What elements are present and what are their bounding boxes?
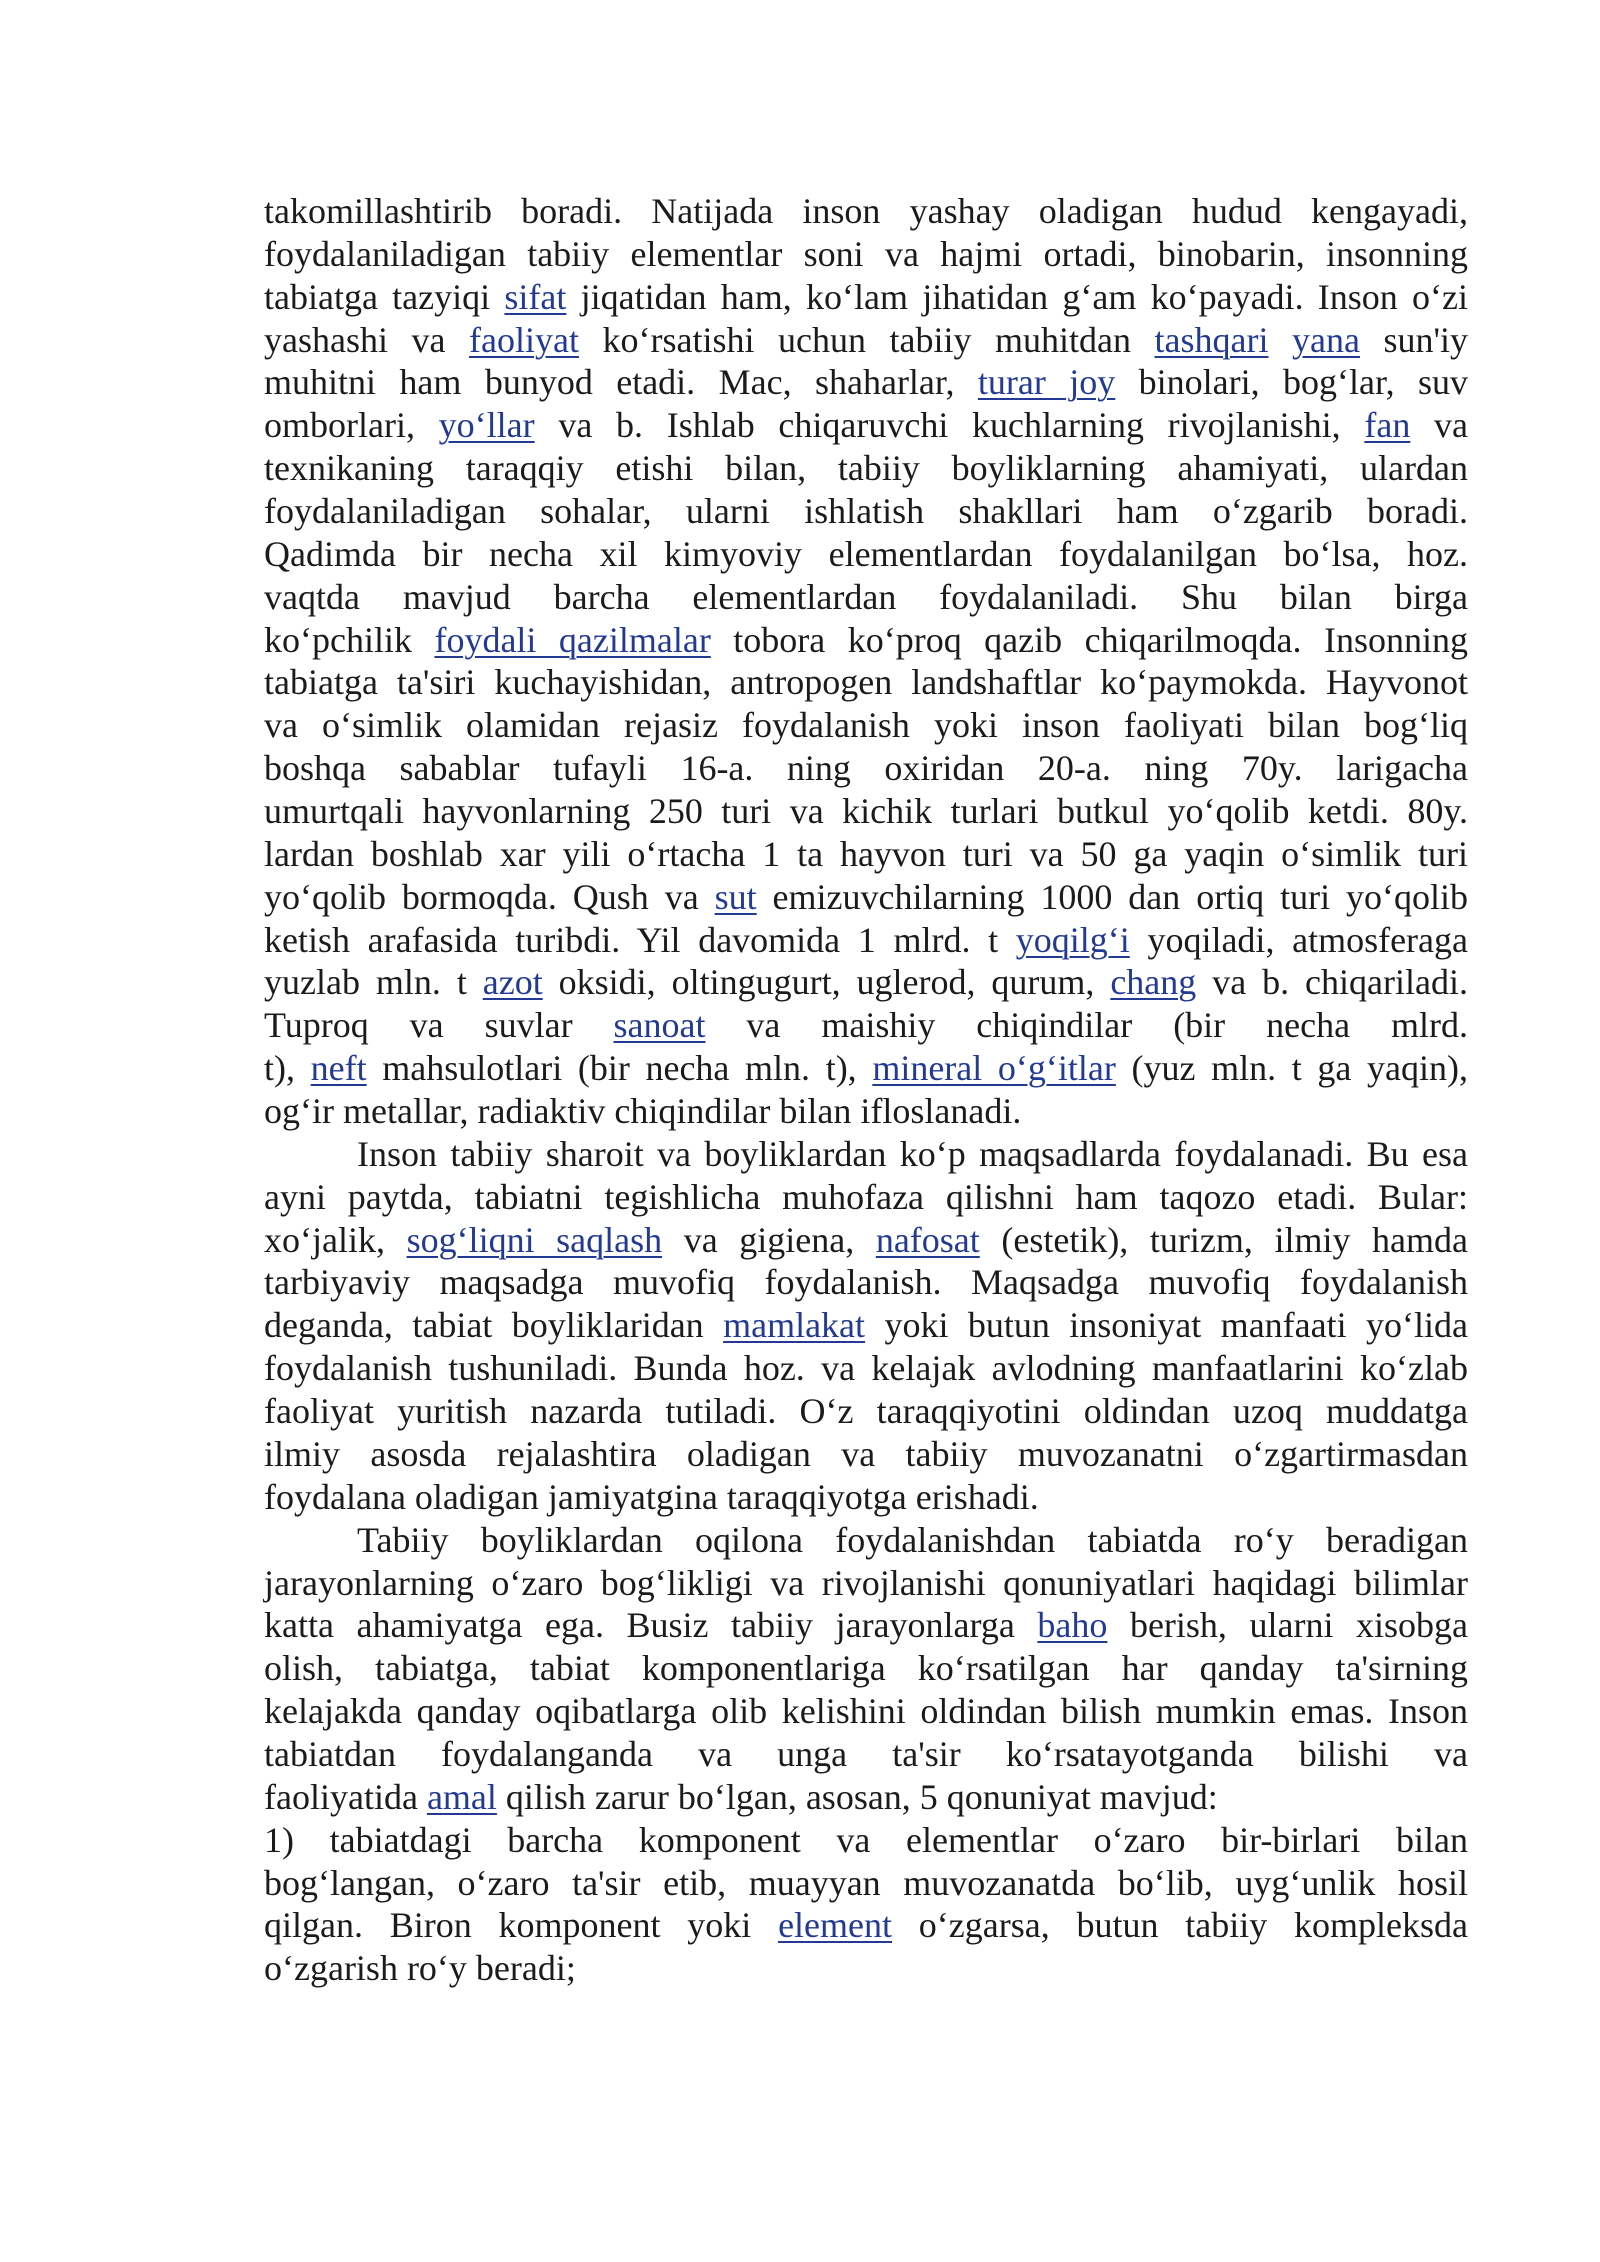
- text-run: umurtqali hayvonlarning 250 turi va kichik turlari butkul yo‘qolib ketdi. 80y.: [264, 791, 1468, 832]
- text-line: [264, 533, 1468, 576]
- text-line: [264, 576, 1468, 619]
- text-run: xo‘jalik,: [264, 1219, 407, 1260]
- text-line: [264, 704, 1468, 747]
- text-line: [264, 1133, 1468, 1176]
- text-run: bog‘langan, o‘zaro ta'sir etib, muayyan muvozanatda bo‘lib, uyg‘unlik hosil: [264, 1862, 1468, 1903]
- text-line: [264, 1004, 1468, 1047]
- text-run: faoliyatida: [264, 1776, 427, 1817]
- text-run: mahsulotlari (bir necha mln. t),: [366, 1048, 873, 1089]
- text-line: [264, 319, 1468, 362]
- text-run: faoliyat yuritish nazarda tutiladi. O‘z taraqqiyotini oldindan uzoq muddatga: [264, 1391, 1468, 1432]
- text-line: [264, 1519, 1468, 1562]
- text-run: yashashi va: [264, 319, 470, 360]
- link-mamlakat[interactable]: mamlakat: [723, 1305, 866, 1346]
- text-line: [264, 1219, 1468, 1262]
- document-body: [264, 190, 1468, 1990]
- text-line: [264, 190, 1468, 233]
- text-run: [1268, 320, 1292, 360]
- link-sifat[interactable]: sifat: [504, 276, 567, 317]
- text-line: [264, 1476, 1468, 1519]
- text-run: (estetik), turizm, ilmiy hamda: [979, 1219, 1468, 1260]
- text-run: foydalaniladigan tabiiy elementlar soni va hajmi ortadi, binobarin, insonning: [264, 233, 1468, 274]
- text-run: tabiatdan foydalanganda va unga ta'sir ko‘rsatayotganda bilishi va: [264, 1733, 1468, 1774]
- paragraph: [264, 1133, 1468, 1519]
- text-line: [264, 1862, 1468, 1905]
- text-run: o‘zgarish ro‘y beradi;: [264, 1948, 576, 1989]
- link-mineral-o-g-itlar[interactable]: mineral o‘g‘itlar: [872, 1048, 1116, 1089]
- text-line: [264, 1433, 1468, 1476]
- text-run: Qadimda bir necha xil kimyoviy elementlardan foydalanilgan bo‘lsa, hoz.: [264, 533, 1468, 574]
- text-run: t),: [264, 1048, 311, 1089]
- text-run: vaqtda mavjud barcha elementlardan foydalaniladi. Shu bilan birga: [264, 576, 1468, 617]
- text-line: [264, 919, 1468, 962]
- text-run: takomillashtirib boradi. Natijada inson yashay oladigan hudud kengayadi,: [264, 191, 1468, 231]
- text-line: [264, 276, 1468, 319]
- link-neft[interactable]: neft: [310, 1048, 367, 1089]
- text-line: [264, 404, 1468, 447]
- text-line: [264, 1261, 1468, 1304]
- link-nafosat[interactable]: nafosat: [875, 1219, 980, 1260]
- text-line: [264, 1904, 1468, 1947]
- text-line: [264, 961, 1468, 1004]
- text-run: sun'iy: [1359, 319, 1469, 360]
- text-run: katta ahamiyatga ega. Busiz tabiiy jarayonlarga: [264, 1605, 1038, 1646]
- text-run: o‘zgarsa, butun tabiiy kompleksda: [892, 1905, 1468, 1946]
- paragraph: [264, 1819, 1468, 1990]
- text-run: va o‘simlik olamidan rejasiz foydalanish yoki inson faoliyati bilan bog‘liq: [264, 705, 1468, 746]
- text-line: [264, 833, 1468, 876]
- text-line: [264, 1176, 1468, 1219]
- text-line: [264, 619, 1468, 662]
- link-fan[interactable]: fan: [1364, 405, 1411, 446]
- text-run: oksidi, oltingugurt, uglerod, qurum,: [542, 962, 1111, 1003]
- text-run: olish, tabiatga, tabiat komponentlariga ko‘rsatilgan har qanday ta'sirning: [264, 1648, 1468, 1689]
- link-baho[interactable]: baho: [1037, 1605, 1108, 1646]
- text-run: qilish zarur bo‘lgan, asosan, 5 qonuniyat mavjud:: [496, 1776, 1218, 1817]
- text-run: 1) tabiatdagi barcha komponent va elementlar o‘zaro bir-birlari bilan: [264, 1819, 1468, 1860]
- text-run: va gigiena,: [662, 1219, 876, 1260]
- text-run: Tuproq va suvlar: [264, 1005, 614, 1046]
- link-sog-liqni-saqlash[interactable]: sog‘liqni saqlash: [406, 1219, 663, 1260]
- text-line: [264, 790, 1468, 833]
- text-line: [264, 1819, 1468, 1862]
- text-run: (yuz mln. t ga yaqin),: [1115, 1048, 1468, 1089]
- text-line: [264, 1647, 1468, 1690]
- text-run: og‘ir metallar, radiaktiv chiqindilar bilan ifloslanadi.: [264, 1091, 1022, 1132]
- text-run: jarayonlarning o‘zaro bog‘likligi va rivojlanishi qonuniyatlari haqidagi bilimlar: [264, 1562, 1468, 1603]
- paragraph: [264, 1519, 1468, 1819]
- text-line: [264, 1776, 1468, 1819]
- paragraph: [264, 190, 1468, 1133]
- link-yana[interactable]: yana: [1292, 319, 1360, 360]
- text-run: tabiatga ta'siri kuchayishidan, antropogen landshaftlar ko‘paymokda. Hayvonot: [264, 662, 1468, 703]
- link-foydali-qazilmalar[interactable]: foydali qazilmalar: [434, 619, 711, 660]
- text-run: Inson tabiiy sharoit va boyliklardan ko‘p maqsadlarda foydalanadi. Bu esa: [357, 1133, 1468, 1174]
- text-run: tarbiyaviy maqsadga muvofiq foydalanish. Maqsadga muvofiq foydalanish: [264, 1262, 1468, 1303]
- text-line: [264, 490, 1468, 533]
- text-line: [264, 747, 1468, 790]
- text-line: [264, 1047, 1468, 1090]
- text-run: ilmiy asosda rejalashtira oladigan va tabiiy muvozanatni o‘zgartirmasdan: [264, 1433, 1468, 1474]
- link-amal[interactable]: amal: [426, 1776, 497, 1817]
- link-sut[interactable]: sut: [714, 876, 757, 917]
- text-run: foydalaniladigan sohalar, ularni ishlatish shakllari ham o‘zgarib boradi.: [264, 491, 1468, 532]
- text-run: foydalanish tushuniladi. Bunda hoz. va kelajak avlodning manfaatlarini ko‘zlab: [264, 1348, 1468, 1389]
- text-run: va b. Ishlab chiqaruvchi kuchlarning rivojlanishi,: [534, 405, 1365, 446]
- text-line: [264, 233, 1468, 276]
- text-line: [264, 1604, 1468, 1647]
- link-turar-joy[interactable]: turar joy: [977, 362, 1116, 403]
- text-run: texnikaning taraqqiy etishi bilan, tabiiy boyliklarning ahamiyati, ulardan: [264, 448, 1468, 489]
- text-line: [264, 1562, 1468, 1605]
- text-run: ketish arafasida turibdi. Yil davomida 1 mlrd. t: [264, 919, 1016, 960]
- text-line: [264, 1947, 1468, 1990]
- text-run: ko‘pchilik: [264, 619, 435, 660]
- text-run: va b. chiqariladi.: [1196, 962, 1468, 1003]
- link-sanoat[interactable]: sanoat: [613, 1005, 706, 1046]
- text-run: va: [1410, 405, 1469, 446]
- text-run: lardan boshlab xar yili o‘rtacha 1 ta hayvon turi va 50 ga yaqin o‘simlik turi: [264, 833, 1468, 874]
- text-run: qilgan. Biron komponent yoki: [264, 1905, 779, 1946]
- text-run: emizuvchilarning 1000 dan ortiq turi yo‘qolib: [756, 876, 1469, 917]
- text-run: muhitni ham bunyod etadi. Mac, shaharlar,: [264, 362, 978, 403]
- text-run: deganda, tabiat boyliklaridan: [264, 1305, 724, 1346]
- text-run: foydalana oladigan jamiyatgina taraqqiyotga erishadi.: [264, 1476, 1039, 1517]
- text-run: Tabiiy boyliklardan oqilona foydalanishdan tabiatda ro‘y beradigan: [357, 1519, 1468, 1560]
- link-element[interactable]: element: [778, 1905, 893, 1946]
- text-run: yo‘qolib bormoqda. Qush va: [264, 876, 715, 917]
- text-run: binolari, bog‘lar, suv: [1115, 362, 1468, 403]
- text-run: ko‘rsatishi uchun tabiiy muhitdan: [578, 319, 1155, 360]
- text-run: berish, ularni xisobga: [1107, 1605, 1468, 1646]
- text-line: [264, 1090, 1468, 1133]
- text-line: [264, 1304, 1468, 1347]
- link-faoliyat[interactable]: faoliyat: [469, 319, 579, 360]
- text-run: va maishiy chiqindilar (bir necha mlrd.: [705, 1005, 1468, 1046]
- link-yoqilg-i[interactable]: yoqilg‘i: [1015, 919, 1130, 960]
- text-line: [264, 1733, 1468, 1776]
- text-run: yuzlab mln. t: [264, 962, 483, 1003]
- text-run: ayni paytda, tabiatni tegishlicha muhofaza qilishni ham taqozo etadi. Bular:: [264, 1176, 1468, 1217]
- link-azot[interactable]: azot: [482, 962, 543, 1003]
- text-run: omborlari,: [264, 405, 439, 446]
- text-line: [264, 1390, 1468, 1433]
- text-run: jiqatidan ham, ko‘lam jihatidan g‘am ko‘payadi. Inson o‘zi: [566, 276, 1468, 317]
- text-run: kelajakda qanday oqibatlarga olib kelishini oldindan bilish mumkin emas. Inson: [264, 1691, 1468, 1732]
- text-line: [264, 1690, 1468, 1733]
- text-run: yoqiladi, atmosferaga: [1129, 919, 1469, 960]
- text-run: yoki butun insoniyat manfaati yo‘lida: [865, 1305, 1468, 1346]
- text-line: [264, 876, 1468, 919]
- text-line: [264, 661, 1468, 704]
- text-run: tabiatga tazyiqi: [264, 276, 505, 317]
- text-line: [264, 447, 1468, 490]
- text-run: boshqa sabablar tufayli 16-a. ning oxiridan 20-a. ning 70y. larigacha: [264, 748, 1468, 789]
- link-tashqari[interactable]: tashqari: [1154, 319, 1269, 360]
- link-yo-llar[interactable]: yo‘llar: [438, 405, 535, 446]
- text-run: tobora ko‘proq qazib chiqarilmoqda. Insonning: [710, 619, 1468, 660]
- text-line: [264, 361, 1468, 404]
- text-line: [264, 1347, 1468, 1390]
- link-chang[interactable]: chang: [1110, 962, 1197, 1003]
